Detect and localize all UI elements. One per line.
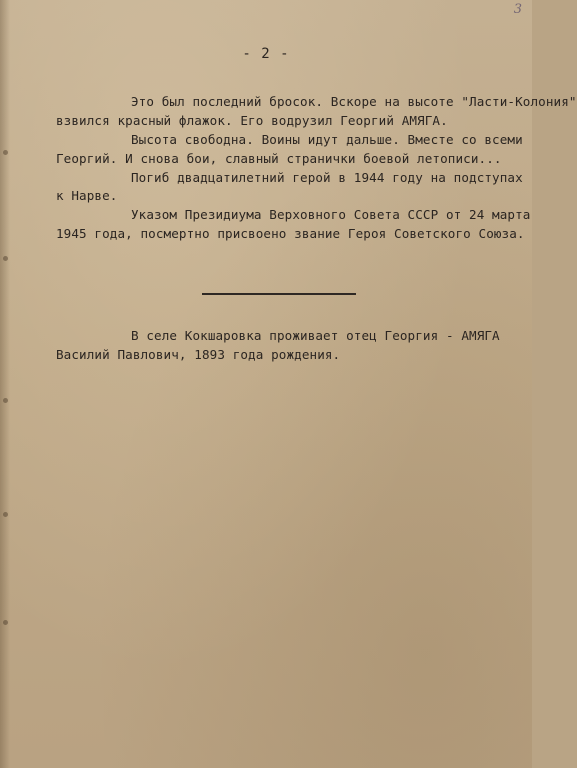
binding-hole bbox=[3, 398, 8, 403]
text-line: Погиб двадцатилетний герой в 1944 году на подступах bbox=[131, 170, 523, 185]
binding-hole bbox=[3, 620, 8, 625]
page-marker: - 2 - bbox=[242, 46, 290, 62]
binding-hole bbox=[3, 150, 8, 155]
text-line: взвился красный флажок. Его водрузил Георгий АМЯГА. bbox=[56, 113, 448, 128]
archive-page-number: 3 bbox=[513, 2, 522, 17]
footer-note-line: Василий Павлович, 1893 года рождения. bbox=[56, 347, 341, 362]
text-line: Это был последний бросок. Вскоре на высоте "Ласти-Колония" bbox=[131, 94, 577, 109]
binding-hole bbox=[3, 512, 8, 517]
binding-hole bbox=[3, 256, 8, 261]
text-line: 1945 года, посмертно присвоено звание Героя Советского Союза. bbox=[56, 226, 525, 241]
text-line: Высота свободна. Воины идут дальше. Вместе со всеми bbox=[131, 132, 523, 147]
text-line: к Нарве. bbox=[56, 188, 118, 203]
text-line: Указом Президиума Верховного Совета СССР от 24 марта bbox=[131, 207, 531, 222]
section-divider bbox=[202, 293, 356, 295]
footer-note-line: В селе Кокшаровка проживает отец Георгия - АМЯГА bbox=[131, 328, 500, 343]
text-line: Георгий. И снова бои, славный странички боевой летописи... bbox=[56, 151, 502, 166]
